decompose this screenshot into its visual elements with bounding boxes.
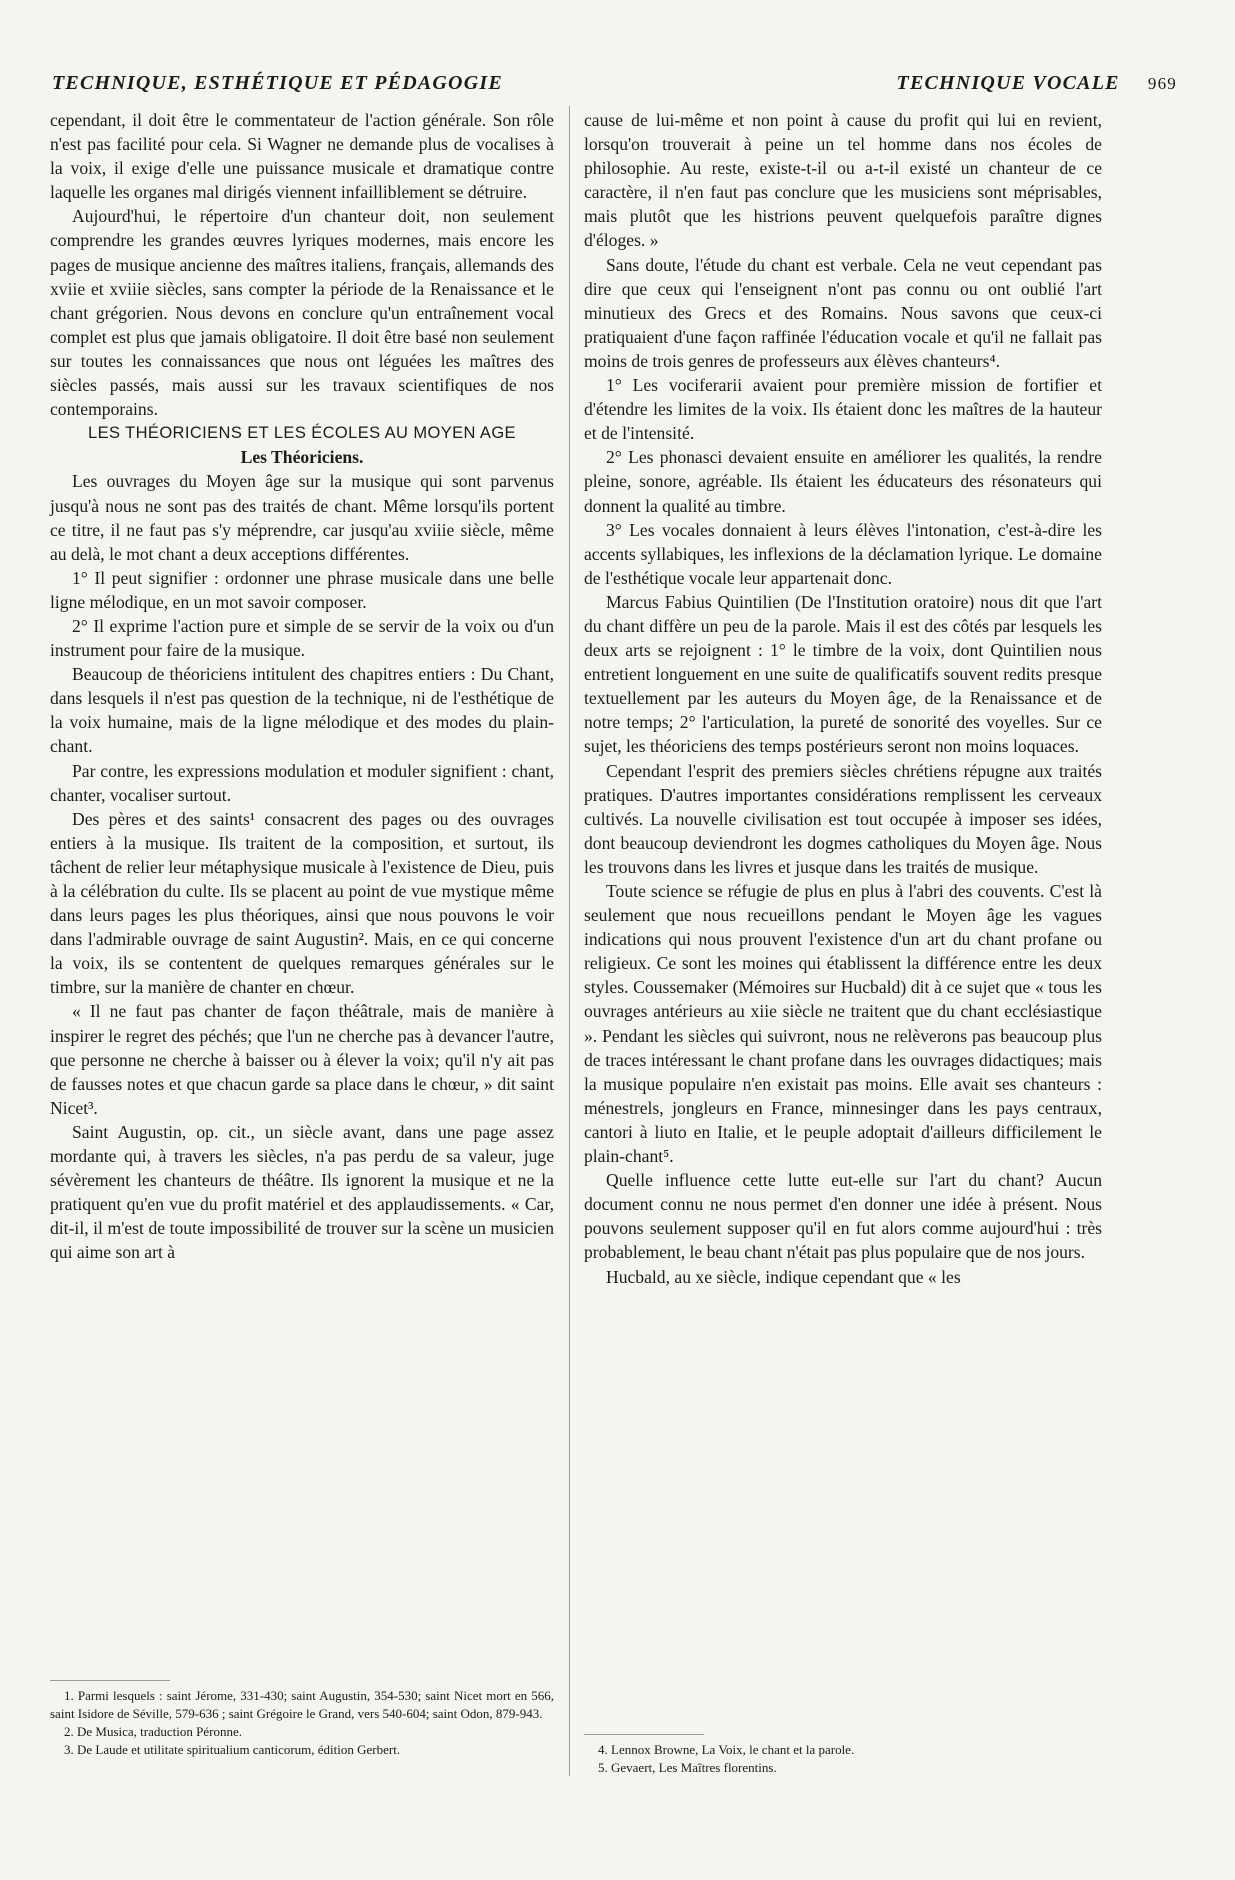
paragraph: cependant, il doit être le commentateur de l'action générale. Son rôle n'est pas facilité pour cela. Si Wagner ne demande plus de vocalises à la voix, il exige d'elle une puissance musicale et dramatique contre laquelle les organes mal dirigés viennent infailliblement se détruire. [50, 110, 554, 203]
paragraph: Par contre, les expressions modulation et moduler signifient : chant, chanter, vocaliser surtout. [50, 760, 554, 805]
running-header [52, 72, 1177, 98]
footnotes-right [584, 1734, 1102, 1777]
header-right-title: TECHNIQUE VOCALE [896, 72, 1120, 94]
paragraph: 1° Il peut signifier : ordonner une phrase musicale dans une belle ligne mélodique, en un mot savoir composer. [50, 567, 554, 612]
paragraph: 1° Les vociferarii avaient pour première mission de fortifier et d'étendre les limites de la voix. Ils étaient donc les maîtres de la hauteur et de l'intensité. [584, 375, 1102, 444]
paragraph: cause de lui-même et non point à cause du profit qui lui en revient, lorsqu'on trouverait à peine un tel homme dans nos écoles de philosophie. Au reste, existe-t-il ou a-t-il existé un chanteur de ce caractère, il n'en faut pas conclure que les musiciens sont méprisables, mais plutôt que les histrions peuvent quelquefois paraître dignes d'éloges. » [584, 110, 1102, 251]
footnote-rule [584, 1734, 704, 1735]
footnotes-left [50, 1680, 554, 1759]
section-title: LES THÉORICIENS ET LES ÉCOLES AU MOYEN AGE [88, 424, 516, 443]
footnote: 3. De Laude et utilitate spiritualium canticorum, édition Gerbert. [64, 1742, 401, 1757]
paragraph: Toute science se réfugie de plus en plus à l'abri des couvents. C'est là seulement que nous recueillons pendant le Moyen âge les vagues indications qui nous prouvent l'existence d'un art du chant profane ou religieux. Ce sont les moines qui établissent la différence entre les deux styles. Coussemaker (Mémoires sur Hucbald) dit à ce sujet que « tous les ouvrages antérieurs au xiie siècle ne traitent que du chant ecclésiastique ». Pendant les siècles qui suivront, nous ne relèverons pas beaucoup plus de traces intéressant le chant profane dans les ouvrages didactiques; mais la musique populaire n'en existait pas moins. Elle avait ses chanteurs : ménestrels, jongleurs en France, minnesinger dans les pays centraux, cantori à liuto en Italie, et le peuple adoptait d'ailleurs difficilement le plain-chant⁵. [584, 881, 1102, 1167]
right-column [584, 108, 1102, 1289]
footnote-rule [50, 1680, 170, 1681]
page-number: 969 [1147, 74, 1177, 93]
paragraph: 2° Les phonasci devaient ensuite en améliorer les qualités, la rendre pleine, sonore, agréable. Ils étaient les éducateurs des résonateurs qui donnent la qualité au timbre. [584, 447, 1102, 516]
paragraph: 3° Les vocales donnaient à leurs élèves l'intonation, c'est-à-dire les accents syllabiques, les inflexions de la déclamation lyrique. Le domaine de l'esthétique vocale leur appartenait donc. [584, 519, 1102, 588]
header-left-title: TECHNIQUE, ESTHÉTIQUE ET PÉDAGOGIE [52, 72, 503, 94]
footnote: 5. Gevaert, Les Maîtres florentins. [598, 1760, 777, 1775]
footnote: 2. De Musica, traduction Péronne. [64, 1724, 242, 1739]
paragraph: Cependant l'esprit des premiers siècles chrétiens répugne aux traités pratiques. D'autres importantes considérations remplissent les cerveaux cultivés. La nouvelle civilisation est tout occupée à imposer ses idées, dont beaucoup deviendront les dogmes catholiques du Moyen âge. Nous les trouvons dans les livres et jusque dans les traités de musique. [584, 760, 1102, 877]
paragraph: Saint Augustin, op. cit., un siècle avant, dans une page assez mordante qui, à travers les siècles, n'a pas perdu de sa valeur, juge sévèrement les chanteurs de théâtre. Ils ignorent la musique et ne la pratiquent qu'en vue du profit matériel et des applaudissements. « Car, dit-il, il m'est de toute impossibilité de trouver sur la scène un musicien qui aime son art à [50, 1121, 554, 1263]
paragraph: Marcus Fabius Quintilien (De l'Institution oratoire) nous dit que l'art du chant diffère un peu de la parole. Mais il est des côtés par lesquels les deux arts se rejoignent : 1° le timbre de la voix, dont Quintilien nous entretient longuement en une suite de qualificatifs souvent redits presque textuellement par les auteurs du Moyen âge, de la Renaissance et de notre temps; 2° l'articulation, la pureté de sonorité des voyelles. Sur ce sujet, les théoriciens des temps postérieurs seront non moins loquaces. [584, 591, 1102, 757]
paragraph: Quelle influence cette lutte eut-elle sur l'art du chant? Aucun document connu ne nous permet d'en donner une idée à présent. Nous pouvons seulement supposer qu'il en fut alors comme aujourd'hui : très probablement, le beau chant n'était pas plus populaire que de nos jours. [584, 1170, 1102, 1263]
left-column [50, 108, 554, 1265]
paragraph: Des pères et des saints¹ consacrent des pages ou des ouvrages entiers à la musique. Ils traitent de la composition, et surtout, ils tâchent de relier leur métaphysique musicale à l'existence de Dieu, puis à la célébration du culte. Ils se placent au point de vue mystique même dans leurs pages les plus théoriques, ainsi que nous pouvons le voir dans l'admirable ouvrage de saint Augustin². Mais, en ce qui concerne la voix, ils se contentent de quelques remarques générales sur le timbre, sur la manière de chanter en chœur. [50, 808, 554, 998]
paragraph: Les ouvrages du Moyen âge sur la musique qui sont parvenus jusqu'à nous ne sont pas des traités de chant. Même lorsqu'ils portent ce titre, il ne faut pas s'y méprendre, car jusqu'au xviiie siècle, même au delà, le mot chant a deux acceptions différentes. [50, 471, 554, 564]
footnote: 1. Parmi lesquels : saint Jérome, 331-430; saint Augustin, 354-530; saint Nicet mort en 566, saint Isidore de Séville, 579-636 ; saint Grégoire le Grand, vers 540-604; saint Odon, 879-943. [50, 1688, 554, 1721]
paragraph: Beaucoup de théoriciens intitulent des chapitres entiers : Du Chant, dans lesquels il n'est pas question de la technique, ni de l'esthétique de la voix humaine, mais de la ligne mélodique et des modes du plain-chant. [50, 664, 554, 757]
subsection-title: Les Théoriciens. [240, 447, 364, 468]
paragraph: 2° Il exprime l'action pure et simple de se servir de la voix ou d'un instrument pour faire de la musique. [50, 615, 554, 661]
paragraph: Sans doute, l'étude du chant est verbale. Cela ne veut cependant pas dire que ceux qui l'enseignent n'ont pas connu ou ont oublié l'art minutieux des Grecs et des Romains. Nous savons que ceux-ci pratiquaient d'une façon raffinée l'éducation vocale et qu'il ne fallait pas moins de trois genres de professeurs aux élèves chanteurs⁴. [584, 254, 1102, 371]
column-divider [569, 106, 570, 1776]
paragraph: Hucbald, au xe siècle, indique cependant que « les [606, 1266, 961, 1287]
paragraph: « Il ne faut pas chanter de façon théâtrale, mais de manière à inspirer le regret des péchés; que l'un ne cherche pas à devancer l'autre, que personne ne cherche à baisser ou à élever la voix; qu'il n'y ait pas de fausses notes et que chacun garde sa place dans le chœur, » dit saint Nicet³. [50, 1001, 554, 1118]
paragraph: Aujourd'hui, le répertoire d'un chanteur doit, non seulement comprendre les grandes œuvres lyriques modernes, mais encore les pages de musique ancienne des maîtres italiens, français, allemands des xviie et xviiie siècles, sans compter la période de la Renaissance et le chant grégorien. Nous devons en conclure qu'un entraînement vocal complet est plus que jamais obligatoire. Il doit être basé non seulement sur toutes les connaissances que nous ont léguées les maîtres des siècles passés, mais aussi sur les travaux scientifiques de nos contemporains. [50, 206, 554, 420]
header-right [897, 72, 1177, 95]
footnote: 4. Lennox Browne, La Voix, le chant et la parole. [598, 1742, 855, 1757]
